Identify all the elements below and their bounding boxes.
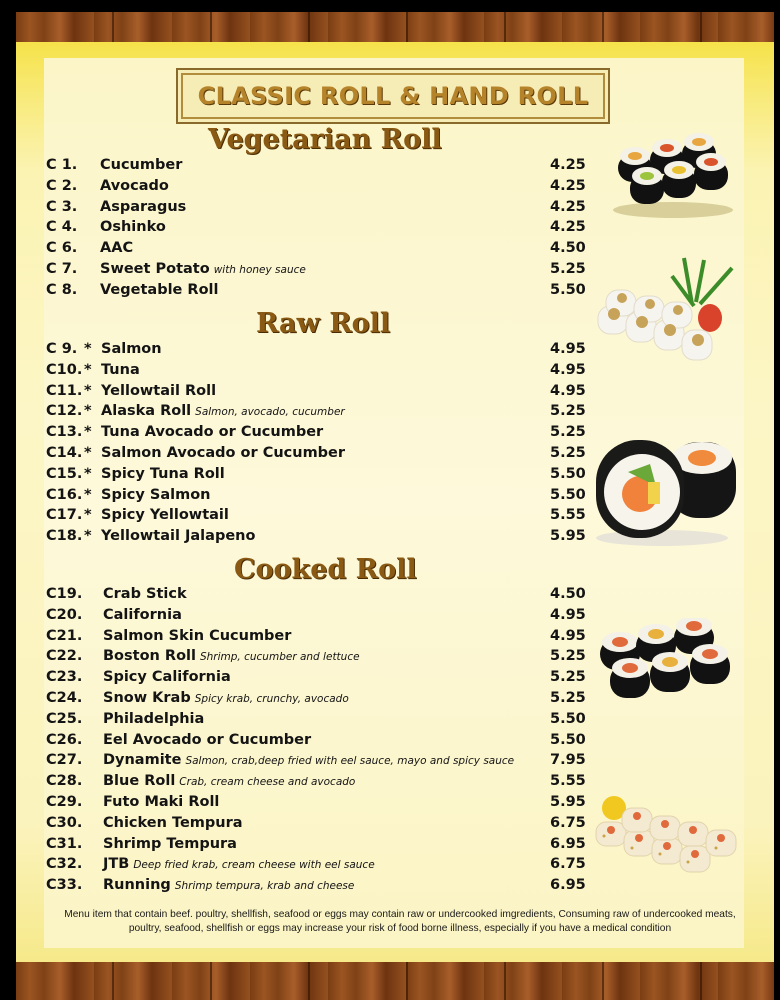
item-name-group bbox=[101, 341, 162, 357]
menu-item bbox=[46, 836, 586, 856]
item-price: 5.95 bbox=[550, 794, 586, 810]
disclaimer-line-2: poultry, seafood, shellfish or eggs may increase your risk of food borne illness, especially if you have a medical condition bbox=[128, 923, 672, 934]
item-description: Shrimp tempura, krab and cheese bbox=[174, 880, 355, 893]
item-name: Salmon bbox=[101, 341, 162, 357]
menu-item bbox=[46, 586, 586, 606]
item-code: C27. bbox=[46, 752, 83, 769]
menu-item bbox=[46, 607, 586, 627]
sushi-roll-photo bbox=[592, 256, 744, 374]
item-code: C33. bbox=[46, 877, 83, 894]
section-title-vegetarian: Vegetarian Roll bbox=[208, 124, 442, 155]
item-price: 4.25 bbox=[550, 198, 586, 215]
item-name: Running bbox=[103, 877, 171, 894]
section-title-cooked: Cooked Roll bbox=[234, 554, 417, 585]
item-name-group bbox=[100, 157, 182, 173]
item-code: C20. bbox=[46, 606, 83, 623]
menu-item bbox=[46, 877, 586, 897]
item-code: C28. bbox=[46, 773, 83, 790]
item-name-group bbox=[103, 607, 182, 623]
menu-item bbox=[46, 507, 586, 527]
sushi-roll-photo bbox=[592, 792, 746, 880]
item-name-group bbox=[100, 178, 169, 194]
menu-item bbox=[46, 794, 586, 814]
item-name: AAC bbox=[100, 240, 134, 257]
item-name-group bbox=[101, 424, 323, 440]
raw-item-marker: * bbox=[84, 507, 92, 524]
item-code: C12. bbox=[46, 403, 83, 420]
menu-item bbox=[46, 383, 586, 403]
raw-item-marker: * bbox=[84, 403, 92, 420]
item-name: Philadelphia bbox=[103, 710, 205, 727]
menu-item bbox=[46, 690, 586, 710]
item-name: Dynamite bbox=[103, 752, 182, 769]
item-price: 5.50 bbox=[550, 731, 586, 748]
sushi-roll-photo bbox=[590, 436, 746, 548]
item-code: C 3. bbox=[46, 198, 78, 215]
item-name: JTB bbox=[103, 856, 130, 873]
item-name: Salmon Skin Cucumber bbox=[103, 627, 292, 644]
menu-item bbox=[46, 466, 586, 486]
item-code: C 9. bbox=[46, 341, 78, 357]
item-code: C23. bbox=[46, 669, 83, 686]
menu-item bbox=[46, 669, 586, 689]
item-name-group bbox=[101, 383, 216, 399]
item-name-group bbox=[101, 528, 255, 544]
item-price: 5.50 bbox=[550, 281, 586, 298]
sushi-roll-photo bbox=[606, 132, 740, 220]
item-code: C10. bbox=[46, 361, 83, 378]
item-name-group bbox=[101, 507, 229, 523]
menu-item bbox=[46, 424, 586, 444]
item-code: C 8. bbox=[46, 281, 78, 298]
item-code: C 2. bbox=[46, 177, 78, 194]
item-code: C19. bbox=[46, 586, 83, 602]
menu-item bbox=[46, 403, 586, 423]
item-description: Spicy krab, crunchy, avocado bbox=[194, 693, 349, 705]
item-code: C13. bbox=[46, 424, 83, 441]
item-description: Salmon, crab,deep fried with eel sauce, mayo and spicy sauce bbox=[185, 755, 515, 768]
item-name-group bbox=[103, 773, 355, 789]
item-price: 5.50 bbox=[550, 486, 586, 503]
section-title-raw: Raw Roll bbox=[256, 308, 391, 339]
item-name-group bbox=[103, 711, 204, 727]
item-code: C 7. bbox=[46, 261, 78, 277]
item-price: 4.95 bbox=[550, 382, 586, 399]
item-name: Alaska Roll bbox=[101, 403, 192, 420]
item-price: 5.25 bbox=[550, 445, 586, 461]
item-name-group bbox=[100, 219, 166, 235]
item-name-group bbox=[101, 466, 225, 482]
menu-item bbox=[46, 240, 586, 260]
item-name-group bbox=[100, 282, 219, 298]
item-description: Shrimp, cucumber and lettuce bbox=[199, 651, 360, 664]
raw-item-marker: * bbox=[84, 341, 92, 357]
item-name: Futo Maki Roll bbox=[103, 794, 220, 810]
item-name: Asparagus bbox=[100, 198, 187, 215]
menu-item bbox=[46, 157, 586, 177]
item-code: C14. bbox=[46, 445, 83, 461]
item-code: C17. bbox=[46, 507, 83, 524]
menu-item bbox=[46, 487, 586, 507]
item-price: 6.95 bbox=[550, 835, 586, 852]
item-name: Boston Roll bbox=[103, 648, 196, 665]
menu-item bbox=[46, 261, 586, 281]
item-price: 5.25 bbox=[550, 690, 586, 706]
item-price: 4.95 bbox=[550, 341, 586, 357]
item-price: 5.55 bbox=[550, 507, 586, 524]
item-price: 5.25 bbox=[550, 648, 586, 665]
item-price: 5.95 bbox=[550, 528, 586, 545]
sushi-roll-photo bbox=[594, 618, 742, 710]
menu-item bbox=[46, 178, 586, 198]
item-code: C18. bbox=[46, 528, 83, 545]
item-name: Yellowtail Roll bbox=[101, 382, 217, 399]
item-price: 4.95 bbox=[550, 361, 586, 378]
menu-item bbox=[46, 815, 586, 835]
menu-item bbox=[46, 445, 586, 465]
menu-item bbox=[46, 711, 586, 731]
item-name-group bbox=[103, 690, 349, 706]
food-safety-disclaimer bbox=[60, 908, 740, 936]
wood-border-top bbox=[16, 12, 774, 42]
item-name-group bbox=[103, 586, 187, 602]
item-name: Spicy California bbox=[103, 669, 231, 686]
item-name-group bbox=[103, 856, 375, 872]
item-code: C30. bbox=[46, 814, 83, 831]
item-price: 5.25 bbox=[550, 669, 586, 686]
item-name: Avocado bbox=[100, 177, 169, 194]
item-name: Oshinko bbox=[100, 219, 166, 236]
item-code: C22. bbox=[46, 648, 83, 665]
raw-item-marker: * bbox=[84, 424, 92, 441]
item-name: Spicy Salmon bbox=[101, 486, 211, 503]
raw-item-marker: * bbox=[84, 361, 92, 378]
item-name: Sweet Potato bbox=[100, 261, 210, 277]
wood-border-bottom bbox=[16, 962, 774, 1000]
item-price: 6.75 bbox=[550, 814, 586, 831]
item-price: 4.95 bbox=[550, 627, 586, 644]
disclaimer-line-1: Menu item that contain beef. poultry, shellfish, seafood or eggs may contain raw or undercooked imgredients, Consuming raw of undercooked meats, bbox=[64, 909, 736, 920]
item-price: 4.50 bbox=[550, 586, 586, 602]
item-name: California bbox=[103, 606, 182, 623]
item-description: Deep fried krab, cream cheese with eel sauce bbox=[133, 859, 375, 872]
item-description: with honey sauce bbox=[213, 264, 306, 276]
item-price: 7.95 bbox=[550, 752, 586, 769]
item-name-group bbox=[103, 794, 219, 810]
item-name: Chicken Tempura bbox=[103, 814, 243, 831]
menu-item bbox=[46, 648, 586, 668]
item-price: 5.25 bbox=[550, 424, 586, 441]
raw-item-marker: * bbox=[84, 445, 92, 461]
item-name-group bbox=[103, 877, 354, 893]
item-code: C25. bbox=[46, 710, 83, 727]
item-name-group bbox=[100, 199, 186, 215]
menu-item bbox=[46, 341, 586, 361]
menu-item bbox=[46, 362, 586, 382]
item-code: C26. bbox=[46, 731, 83, 748]
item-name-group bbox=[103, 669, 231, 685]
item-name: Spicy Tuna Roll bbox=[101, 465, 225, 482]
item-name: Tuna Avocado or Cucumber bbox=[101, 424, 324, 441]
menu-item bbox=[46, 856, 586, 876]
item-name-group bbox=[103, 648, 360, 664]
menu-title: CLASSIC ROLL & HAND ROLL bbox=[197, 82, 589, 110]
menu-item bbox=[46, 219, 586, 239]
raw-item-marker: * bbox=[84, 486, 92, 503]
item-name: Tuna bbox=[101, 361, 140, 378]
raw-item-marker: * bbox=[84, 465, 92, 482]
item-code: C11. bbox=[46, 382, 83, 399]
item-name: Yellowtail Jalapeno bbox=[101, 528, 256, 545]
menu-title-banner bbox=[176, 68, 610, 124]
item-price: 4.50 bbox=[550, 240, 586, 257]
item-code: C29. bbox=[46, 794, 83, 810]
item-price: 4.95 bbox=[550, 606, 586, 623]
item-code: C15. bbox=[46, 465, 83, 482]
menu-item bbox=[46, 628, 586, 648]
item-price: 6.75 bbox=[550, 856, 586, 873]
item-code: C 6. bbox=[46, 240, 78, 257]
item-code: C 1. bbox=[46, 157, 78, 173]
raw-item-marker: * bbox=[84, 382, 92, 399]
item-name: Crab Stick bbox=[103, 586, 187, 602]
menu-item bbox=[46, 773, 586, 793]
item-name: Eel Avocado or Cucumber bbox=[103, 731, 312, 748]
item-price: 4.25 bbox=[550, 157, 586, 173]
item-name-group bbox=[101, 403, 345, 419]
item-code: C32. bbox=[46, 856, 83, 873]
item-description: Crab, cream cheese and avocado bbox=[179, 776, 356, 789]
item-name: Vegetable Roll bbox=[100, 281, 219, 298]
item-code: C31. bbox=[46, 835, 83, 852]
item-name: Blue Roll bbox=[103, 773, 176, 790]
item-price: 5.50 bbox=[550, 710, 586, 727]
item-name-group bbox=[101, 445, 345, 461]
item-code: C21. bbox=[46, 627, 83, 644]
item-name-group bbox=[100, 261, 306, 277]
item-code: C 4. bbox=[46, 219, 78, 236]
menu-item bbox=[46, 199, 586, 219]
item-code: C16. bbox=[46, 486, 83, 503]
item-name-group bbox=[103, 628, 291, 644]
menu-item bbox=[46, 528, 586, 548]
item-name: Cucumber bbox=[100, 157, 183, 173]
item-name-group bbox=[103, 836, 237, 852]
item-price: 4.25 bbox=[550, 177, 586, 194]
item-price: 4.25 bbox=[550, 219, 586, 236]
menu-item bbox=[46, 282, 586, 302]
item-name: Snow Krab bbox=[103, 690, 191, 706]
item-price: 5.25 bbox=[550, 403, 586, 420]
item-price: 5.25 bbox=[550, 261, 586, 277]
item-name-group bbox=[103, 752, 514, 768]
item-price: 5.50 bbox=[550, 465, 586, 482]
item-price: 5.55 bbox=[550, 773, 586, 790]
item-name-group bbox=[101, 487, 210, 503]
item-name: Salmon Avocado or Cucumber bbox=[101, 445, 346, 461]
raw-item-marker: * bbox=[84, 528, 92, 545]
item-name-group bbox=[103, 732, 311, 748]
menu-item bbox=[46, 752, 586, 772]
menu-item bbox=[46, 732, 586, 752]
item-name-group bbox=[103, 815, 243, 831]
item-name: Shrimp Tempura bbox=[103, 835, 237, 852]
item-name-group bbox=[100, 240, 133, 256]
item-name-group bbox=[101, 362, 140, 378]
item-price: 6.95 bbox=[550, 877, 586, 894]
item-code: C24. bbox=[46, 690, 83, 706]
item-description: Salmon, avocado, cucumber bbox=[195, 406, 345, 419]
item-name: Spicy Yellowtail bbox=[101, 507, 229, 524]
